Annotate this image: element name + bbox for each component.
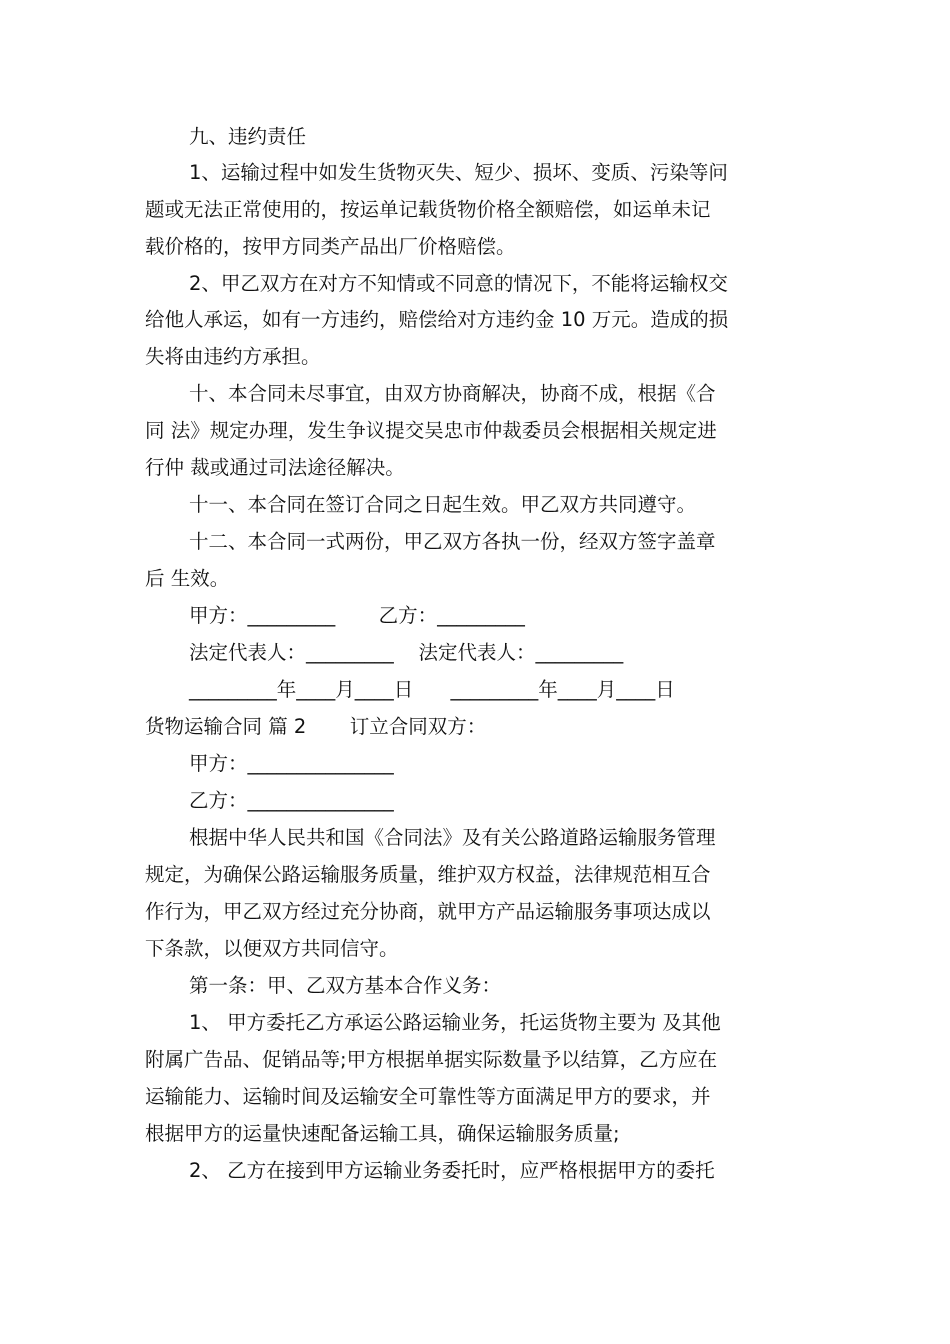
paragraph-line: 运输能力、运输时间及运输安全可靠性等方面满足甲方的要求，并 xyxy=(145,1085,711,1108)
paragraph-line: 1、 甲方委托乙方承运公路运输业务，托运货物主要为 及其他 xyxy=(189,1011,721,1034)
paragraph-line: 载价格的，按甲方同类产品出厂价格赔偿。 xyxy=(145,235,516,258)
paragraph-line: 根据中华人民共和国《合同法》及有关公路道路运输服务管理 xyxy=(189,826,716,849)
paragraph-line: 十一、本合同在签订合同之日起生效。甲乙双方共同遵守。 xyxy=(189,493,697,516)
paragraph-line: 给他人承运，如有一方违约，赔偿给对方违约金 10 万元。造成的损 xyxy=(145,308,729,331)
signature-line: 甲方：_________ 乙方：_________ xyxy=(189,604,525,627)
paragraph-line: 根据甲方的运量快速配备运输工具，确保运输服务质量; xyxy=(145,1122,620,1145)
party-line: 乙方：_______________ xyxy=(189,789,394,812)
paragraph-line: 后 生效。 xyxy=(145,567,230,590)
paragraph-line: 2、甲乙双方在对方不知情或不同意的情况下，不能将运输权交 xyxy=(189,272,728,295)
paragraph-line: 2、 乙方在接到甲方运输业务委托时，应严格根据甲方的委托 xyxy=(189,1159,715,1182)
paragraph-line: 1、运输过程中如发生货物灭失、短少、损坏、变质、污染等问 xyxy=(189,161,728,184)
paragraph-line: 十、本合同未尽事宜，由双方协商解决，协商不成，根据《合 xyxy=(189,382,716,405)
paragraph-line: 十二、本合同一式两份，甲乙双方各执一份，经双方签字盖章 xyxy=(189,530,716,553)
date-line: _________年____月____日 _________年____月____日 xyxy=(189,678,675,701)
signature-line: 法定代表人：_________ 法定代表人：_________ xyxy=(189,641,624,664)
paragraph-line: 行仲 裁或通过司法途径解决。 xyxy=(145,456,405,479)
section-title: 货物运输合同 篇 2 订立合同双方： xyxy=(145,715,487,738)
paragraph-line: 附属广告品、促销品等;甲方根据单据实际数量予以结算，乙方应在 xyxy=(145,1048,718,1071)
paragraph-line: 作行为，甲乙双方经过充分协商，就甲方产品运输服务事项达成以 xyxy=(145,900,711,923)
paragraph-line: 失将由违约方承担。 xyxy=(145,345,321,368)
paragraph-line: 下条款，以便双方共同信守。 xyxy=(145,937,399,960)
paragraph-line: 同 法》规定办理，发生争议提交吴忠市仲裁委员会根据相关规定进 xyxy=(145,419,717,442)
paragraph-line: 规定，为确保公路运输服务质量，维护双方权益，法律规范相互合 xyxy=(145,863,711,886)
paragraph-line: 题或无法正常使用的，按运单记载货物价格全额赔偿，如运单未记 xyxy=(145,198,711,221)
party-line: 甲方：_______________ xyxy=(189,752,394,775)
clause-heading: 第一条：甲、乙双方基本合作义务： xyxy=(189,974,502,997)
section-heading: 九、违约责任 xyxy=(189,125,307,148)
